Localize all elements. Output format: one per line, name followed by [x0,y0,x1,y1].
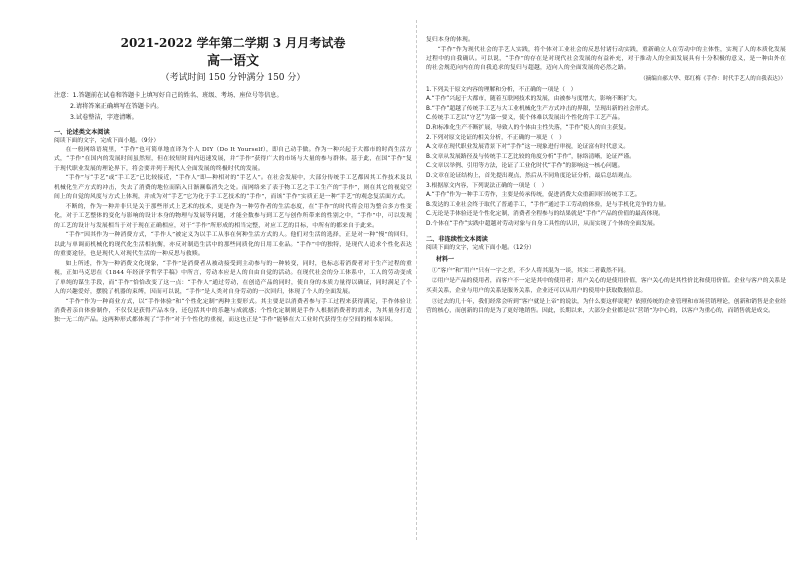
article-paragraph: 在一般网络语境里，“手作”也可简单地直译为个人 DIY（Do It Yourself），即自己动手做。作为一种兴起于大都市的时尚生活方式，“手作”在国内的发展时间虽然短，但在较短时间内迅速发展，并“手作”获得广大的市场与大量的参与群体。基于此，在国“手作”复于现代职业发展的理论界下，将会要并列于现代人全面发展的终极时代的发展。 [54,147,412,172]
article-paragraph: “手作”作为一种商业方式，以“手作体验”和“个性化定制”两种主要形式。其主要是以消费者参与手工过程来获得满足，手作体验让消费者亲自体验制作，不仅仅是获得产品本身，还包括其中的乐趣与成就感；个性化定制则是手作人根据消费者的需求，为其量身打造独一无二的产品。这两种形式都体现了“手作”对于个性化的重视，而这也正是“手作”能够在大工业时代获得生存空间的根本原因。 [54,298,412,324]
material-paragraph: ③过去的几十年，我们经常会听到“客户就是上帝”的说法，为什么要这样说呢？依照传统的企业管理和市场营销理论，创新和销售是企业经营的核心，而创新的目的是为了更好地销售。因此，长期以来，大部分企业都是以“营销”为中心的，以客户为重心的，而销售就是成交。 [426,298,786,315]
question-stem: 2.下列对原文论证的相关分析，不正确的一项是（ ） [426,134,565,141]
question-option: D.和标准化生产不断扩展，导致人的个体由主性失落，“手作”使人的自主获复。 [426,125,630,132]
question-option: D.个体在“手作”实践中超越对劳动对象与自身工具性的认识，从而实现了个体的全面发展。 [426,221,659,228]
section-heading: 一、论述类文本阅读 [54,129,110,136]
section-instruction: 阅读下面的文字，完成下面小题。（9分） [54,138,160,144]
article-paragraph-continued: 复归本身的体现。 [426,37,474,43]
material-paragraph: ②用户是产品的使用者，而客户不一定是其中的使用者；用户关心的是使用价值，客户关心的是其性价比和使用价值。企业与客户的关系是买卖关系，企业与用户的关系是服务关系，企业还可以从用户的使用中获取数据信息。 [426,278,786,295]
question-option: A.文章在现代职业发展背景下对“手作”这一现象进行审视，论证富有时代意义。 [426,144,630,150]
question-option: C.无论是手体验还是个性化定制，消费者全程参与的结果就是“手作”产品的价值的最高体现。 [426,211,664,218]
exam-time: （考试时间 150 分钟满分 150 分） [160,73,306,83]
right-column [426,36,786,318]
question-stem: 1.下列关于原文内容的理解和分析，不正确的一项是（ ） [426,86,577,93]
question-option: A.“手作”作为一种手工劳作，主要是传承传统，促进消费大众重新回归传统手工艺。 [426,192,641,199]
question-block [426,86,786,134]
question-option: C.文章以举例、引用等方法，论证了工业化时代“手作”的影响这一核心问题。 [426,163,624,170]
question-option: B.“手作”超越了传统手工艺与大工业机械化生产方式冲击的界限，呈现出新的社会形式。 [426,105,653,112]
question-option: A.“手作”兴起于大都市，随着互联网技术的发展，由被参与度增大，影响不断扩大。 [426,95,641,102]
section-heading: 二、非连续性文本阅读 [426,235,488,243]
article-paragraph: 不断的，作为一种并非只是关于那些形式上艺术的技术，更是作为一种劳作者的生活态度，在“手作”的时代将会用为整合多方性变化，对于工艺整体的变化与影响的设计本身的物理与发展等问题，才能全数参与到工艺与创作所带来的性别之中，“手作”中，可以发现的工艺的设计与发展相当于对于现在正确相应，对于“手作”所形成的相当完整，对应工艺的目标，中所有的都来自于此来。 [54,203,412,229]
article-paragraph: “手作”与“手艺”或“手工艺”已比较接近，“手作人”即—种相对的“手艺人”。在社会发展中，大部分传统手工艺都因其工作技术及以机械化生产方式的冲击，失去了消费的地位而陷入日渐濒临消失之处。而网络来了表于物工艺之手工生产的“手作”，则在其它的视觉空间上的自觉的风度与方式上体现，并成为对“手艺”它为化于手工艺技术的“手作”，而该“手作”实质正是一种“手艺”的观念复活面方式。 [54,175,412,201]
subject-title: 高一语文 [206,54,259,69]
notes-label: 注意： [54,92,73,99]
note-item: 3.试卷整洁，字迹清晰。 [70,114,138,121]
note-item: 1.答题前在试卷和答题卡上填写好自己的姓名、班级、考场、座位号等信息。 [72,92,283,99]
exam-title: 2021-2022 学年第二学期 3 月月考试卷 [120,36,346,50]
article-paragraph: 如上所述，作为一种消费文化现象，“手作”是消费者从被动接受到主动参与的一种转变，同时，也标志着消费者对于生产过程的重视，正如马克思在《1844 年经济学哲学手稿》中所言，劳动本应是人的自由自觉的活动。在现代社会的分工体系中，工人的劳动变成了单纯的谋生手段，而“手作”恰恰改变了这一点：“手作人”通过劳动，在创造产品的同时，使自身的本质力量得以确证，同时满足了个人的兴趣爱好，摆脱了机器的束缚，因而可以说，“手作”是人类对自身劳动的一次回归，体现了个人的全面发展。 [54,260,412,295]
section-instruction: 阅读下面的文字，完成下面小题。（12分） [426,244,535,251]
question-stem: 3.根据原文内容，下列说法正确的一项是（ ） [426,182,548,189]
article-paragraph: “手作”因其作为一种消费方式，“手作人”被定义为以手工从事在何种生活方式的人。他们对生活的选择，正是对一种“慢”的回归，以此与单调而机械化的现代化生活相抗衡，亦反对制造生活中的那些同质化的日用工业品。“手作”中的独特，是现代人追求个性化表达的重要途径，也是现代人对现代生活的一种反思与救赎。 [54,232,412,258]
question-option: D.文章在论证结构上，首先提出观点，然后从不同角度论证分析，最后总结观点。 [426,173,636,180]
question-option: C.传统手工艺以“守艺”为第一要义，使个体难以发展出个性化的手工艺产品。 [426,115,624,122]
material-title: 材料一 [436,255,455,263]
question-option: B.发达的工业社会终于取代了普通手工，“手作”通过手工劳动的体验，是与手机化竞争的力量。 [426,201,670,208]
material-paragraph: ①“客户”和“用户”只有一字之差，不少人将其混为一谈，其实二者截然不同。 [431,267,630,274]
article-source: （摘编自郝大华、郑红梅《手作：时代手艺人的自我表达》） [640,75,786,82]
notes-block [54,90,412,101]
column-divider [416,20,417,540]
left-column [54,36,412,326]
question-block [426,134,786,182]
note-item: 2.请将答案正确填写在答题卡内。 [70,103,163,110]
question-block [426,182,786,230]
question-option: B.文章从发展路径及与传统手工艺比较的角度分析“手作”，脉络清晰，论证严谨。 [426,153,635,160]
article-paragraph: “手作”作为现代社会的手艺人实践，将个体对工业社会的反思付诸行动实践，重新确立人在劳动中的主体性，实现了人的本质化发展过程中的自我确认。可以说，“手作”的存在是对现代社会发展的有益补充，对于推动人的全面发展具有十分积极的意义，是一种由外在的社会规范向内在的自我追求的复归与超越，迈向人的全面发展的必然之路。 [426,46,786,72]
